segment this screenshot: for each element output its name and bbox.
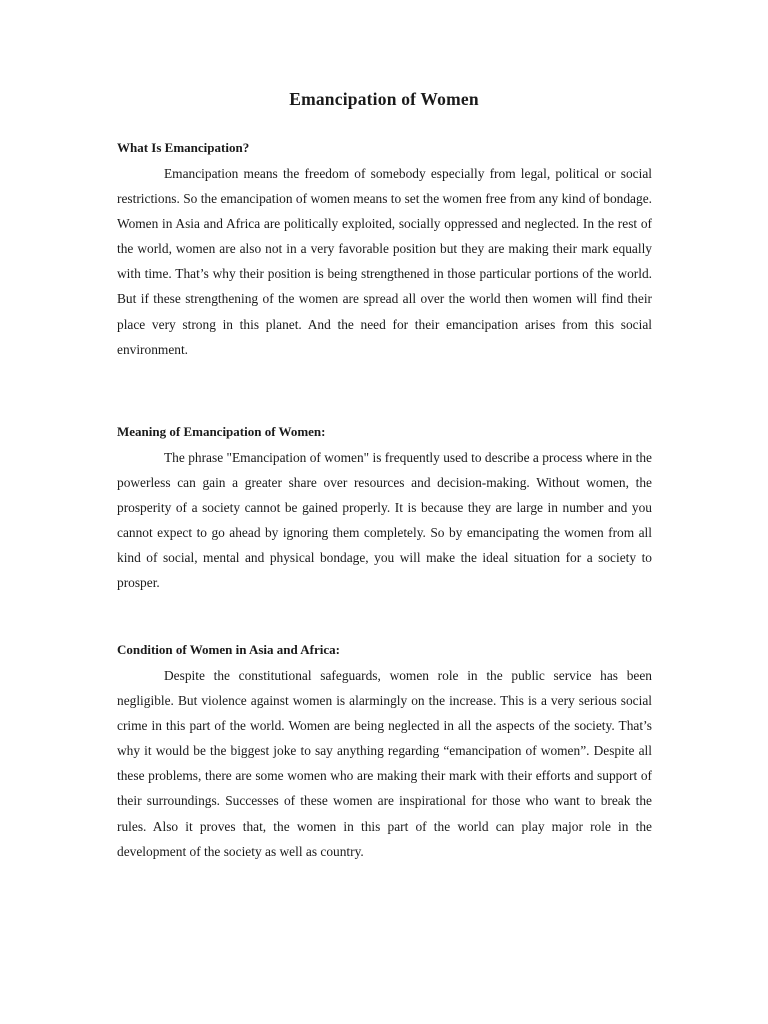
section-paragraph: Emancipation means the freedom of somebody especially from legal, political or social restrictions. So the emancipation of women means to set the women free from any kind of bondage. Women in Asia and Africa are politically exploited, socially oppressed and neglected. In the rest of the world, women are also not in a very favorable position but they are making their mark equally with time. That’s why their position is being strengthened in those particular portions of the world. But if these strengthening of the women are spread all over the world then women will find their place very strong in this planet. And the need for their emancipation arises from this social environment.: [117, 166, 652, 357]
section-paragraph: The phrase "Emancipation of women" is frequently used to describe a process where in the powerless can gain a greater share over resources and decision-making. Without women, the prosperity of a society cannot be gained properly. It is because they are large in number and you cannot expect to go ahead by ignoring them completely. So by emancipating the women from all kind of social, mental and physical bondage, you will make the ideal situation for a society to prosper.: [117, 450, 652, 591]
document-title: Emancipation of Women: [289, 89, 479, 109]
section-heading: Meaning of Emancipation of Women:: [117, 424, 326, 439]
section-what-is-emancipation: [117, 139, 652, 362]
section-meaning-of-emancipation: [117, 423, 652, 596]
section-condition-asia-africa: [117, 641, 652, 864]
section-heading: What Is Emancipation?: [117, 140, 250, 155]
section-paragraph: Despite the constitutional safeguards, women role in the public service has been negligible. But violence against women is alarmingly on the increase. This is a very serious social crime in this part of the world. Women are being neglected in all the aspects of the society. That’s why it would be the biggest joke to say anything regarding “emancipation of women”. Despite all these problems, there are some women who are making their mark with their efforts and support of their surroundings. Successes of these women are inspirational for those who want to break the rules. Also it proves that, the women in this part of the world can play major role in the development of the society as well as country.: [117, 668, 652, 859]
section-heading: Condition of Women in Asia and Africa:: [117, 642, 340, 657]
